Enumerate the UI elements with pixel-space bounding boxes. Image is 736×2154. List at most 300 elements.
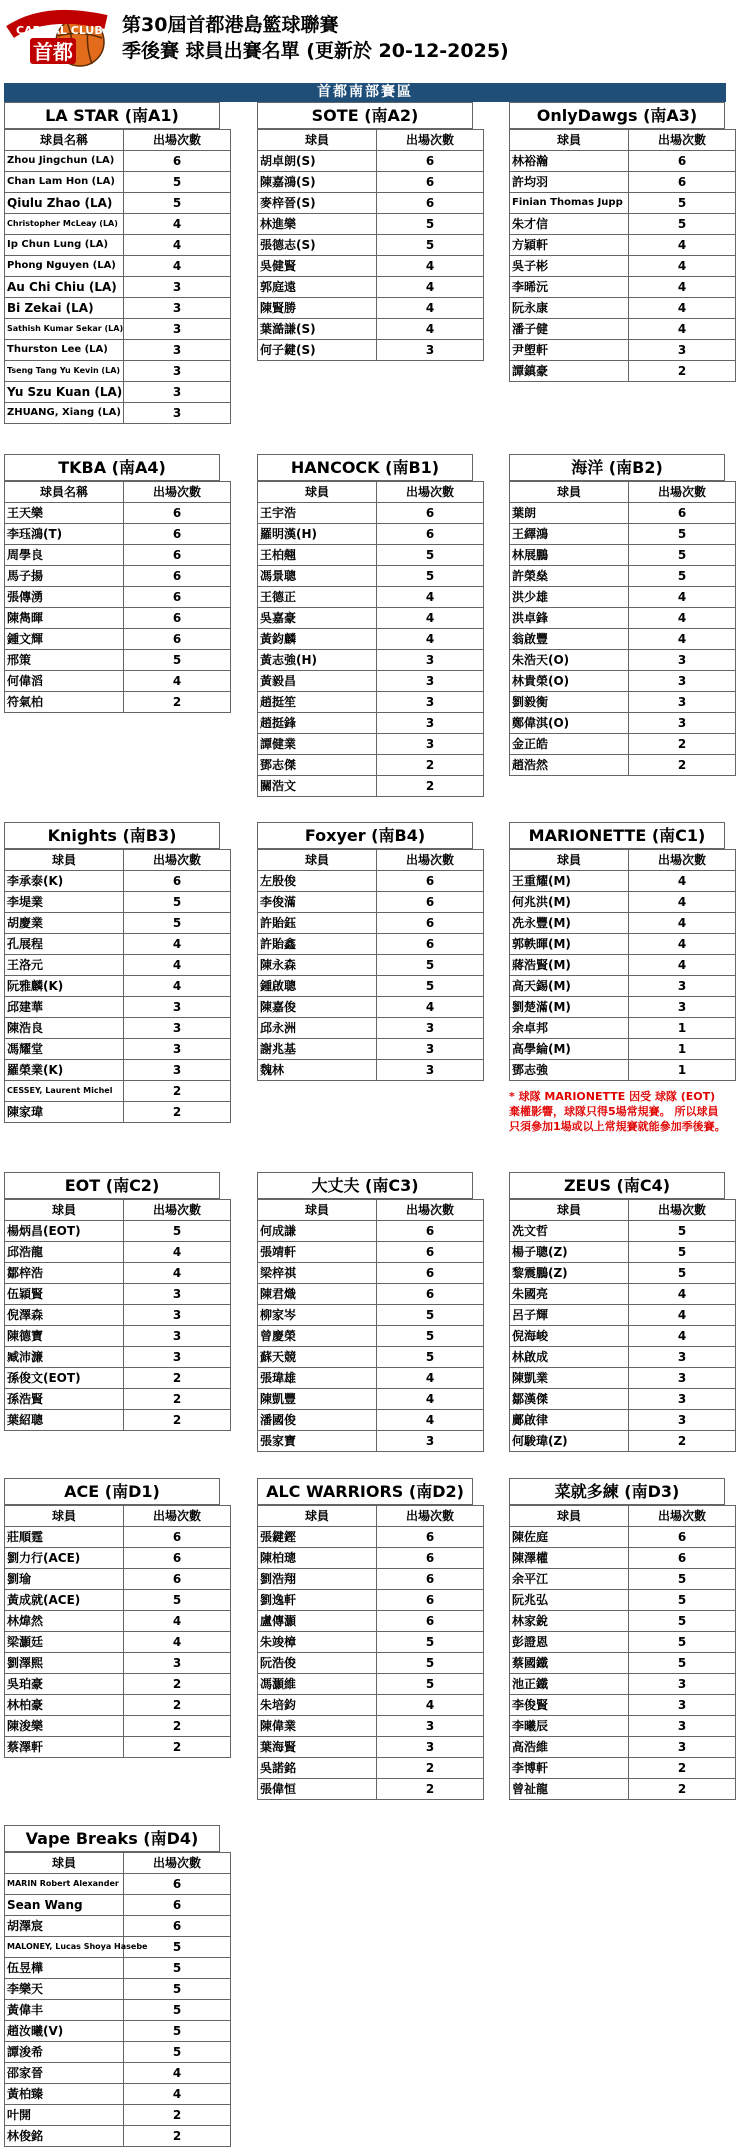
player-name: 吳珀豪 [5, 1674, 124, 1695]
player-name: 吳健賢 [258, 256, 377, 277]
appearance-count: 3 [124, 1653, 231, 1674]
table-row [258, 650, 484, 671]
table-row [5, 1937, 231, 1958]
title-block [122, 12, 509, 64]
team-name: 海洋 (南B2) [509, 454, 725, 481]
appearance-count: 4 [377, 256, 484, 277]
player-name: 魏林 [258, 1060, 377, 1081]
player-name: 朱竣樟 [258, 1632, 377, 1653]
table-row [510, 1263, 736, 1284]
appearance-count: 6 [377, 913, 484, 934]
player-name: 陳雋暉 [5, 608, 124, 629]
player-name: 孫俊文(EOT) [5, 1368, 124, 1389]
player-name: 臧沛濂 [5, 1347, 124, 1368]
player-name: 冼永豐(M) [510, 913, 629, 934]
table-row [5, 608, 231, 629]
player-name: 李曦辰 [510, 1716, 629, 1737]
table-row [510, 1716, 736, 1737]
player-name: 邱永洲 [258, 1018, 377, 1039]
player-name: 馮景聰 [258, 566, 377, 587]
team-table [4, 102, 220, 424]
appearance-count: 6 [377, 871, 484, 892]
appearance-count: 2 [124, 1695, 231, 1716]
player-name: 陳浩良 [5, 1018, 124, 1039]
table-row [258, 913, 484, 934]
table-row [5, 934, 231, 955]
player-name: 潘國俊 [258, 1410, 377, 1431]
player-name: Qiulu Zhao (LA) [5, 193, 124, 214]
player-name: 黃毅昌 [258, 671, 377, 692]
player-name: CESSEY, Laurent Michel [5, 1081, 124, 1102]
appearance-count: 5 [377, 214, 484, 235]
player-name: 梁灝廷 [5, 1632, 124, 1653]
player-name: 譚浚希 [5, 2042, 124, 2063]
table-row [258, 503, 484, 524]
appearance-count: 5 [629, 1590, 736, 1611]
appearance-count: 5 [124, 1937, 231, 1958]
table-row [258, 214, 484, 235]
player-name: 何駿瑋(Z) [510, 1431, 629, 1452]
player-name: Phong Nguyen (LA) [5, 256, 124, 277]
table-row [5, 1060, 231, 1081]
appearance-count: 5 [629, 1221, 736, 1242]
appearance-count: 3 [629, 1368, 736, 1389]
table-row [510, 1758, 736, 1779]
table-row [510, 1284, 736, 1305]
player-name: 許榮燊 [510, 566, 629, 587]
table-row [5, 1716, 231, 1737]
table-row [5, 1737, 231, 1758]
table-row [258, 1410, 484, 1431]
player-name: 胡澤宸 [5, 1916, 124, 1937]
table-row [5, 545, 231, 566]
table-row [258, 1527, 484, 1548]
team-table [4, 1478, 220, 1758]
player-name: 陳凱業 [510, 1368, 629, 1389]
table-row [510, 1653, 736, 1674]
roster-table [257, 1505, 484, 1800]
appearance-count: 5 [377, 1632, 484, 1653]
table-row [5, 193, 231, 214]
table-header-row [258, 1200, 484, 1221]
appearance-count: 5 [124, 193, 231, 214]
appearance-count: 5 [629, 1611, 736, 1632]
player-name: 阮雅麟(K) [5, 976, 124, 997]
appearance-count: 2 [377, 1779, 484, 1800]
table-row [5, 692, 231, 713]
appearance-count: 5 [629, 524, 736, 545]
appearance-count: 6 [124, 1874, 231, 1895]
player-name: MARIN Robert Alexander [5, 1874, 124, 1895]
roster-table [509, 129, 736, 382]
appearance-count: 3 [629, 1737, 736, 1758]
table-row [5, 1979, 231, 2000]
table-row [510, 755, 736, 776]
appearance-count: 6 [377, 1611, 484, 1632]
marionette-note: * 球隊 MARIONETTE 因受 球隊 (EOT) 棄權影響，球隊只得5場常規賽。 所以球員只須參加1場或以上常規賽就能參加季後賽。 [509, 1090, 726, 1133]
player-name: Yu Szu Kuan (LA) [5, 382, 124, 403]
table-row [5, 1263, 231, 1284]
appearance-count: 3 [377, 1431, 484, 1452]
table-row [5, 319, 231, 340]
player-name: 郭庭遠 [258, 277, 377, 298]
appearance-count: 6 [377, 1263, 484, 1284]
team-name: 菜就多練 (南D3) [509, 1478, 725, 1505]
appearance-count: 3 [124, 1305, 231, 1326]
team-name: MARIONETTE (南C1) [509, 822, 725, 849]
team-name: TKBA (南A4) [4, 454, 220, 481]
table-row [258, 1758, 484, 1779]
player-name: 王洛元 [5, 955, 124, 976]
player-name: 胡慶業 [5, 913, 124, 934]
appearance-count: 6 [377, 193, 484, 214]
team-name: ZEUS (南C4) [509, 1172, 725, 1199]
appearance-count: 4 [377, 277, 484, 298]
table-row [510, 1632, 736, 1653]
player-name: 王重耀(M) [510, 871, 629, 892]
table-row [5, 1527, 231, 1548]
table-row [510, 545, 736, 566]
player-name: 劉力行(ACE) [5, 1548, 124, 1569]
appearance-count: 1 [629, 1018, 736, 1039]
appearance-count: 6 [629, 1548, 736, 1569]
appearance-count: 5 [124, 913, 231, 934]
appearance-count: 4 [377, 1368, 484, 1389]
player-name: 王宇浩 [258, 503, 377, 524]
appearance-count: 4 [377, 629, 484, 650]
player-name: MALONEY, Lucas Shoya Hasebe [5, 1937, 124, 1958]
player-column-header: 球員名稱 [5, 482, 124, 503]
table-row [258, 1060, 484, 1081]
roster-table [257, 481, 484, 797]
appearance-count: 3 [629, 340, 736, 361]
table-row [510, 1527, 736, 1548]
table-row [258, 319, 484, 340]
table-row [5, 955, 231, 976]
team-name: OnlyDawgs (南A3) [509, 102, 725, 129]
appearances-column-header: 出場次數 [377, 850, 484, 871]
appearances-column-header: 出場次數 [377, 130, 484, 151]
player-name: 翁啟豐 [510, 629, 629, 650]
player-name: 林俊銘 [5, 2126, 124, 2147]
player-name: 張瑋雄 [258, 1368, 377, 1389]
appearance-count: 3 [124, 1018, 231, 1039]
table-row [5, 892, 231, 913]
appearance-count: 3 [629, 650, 736, 671]
team-name: Vape Breaks (南D4) [4, 1825, 220, 1852]
player-name: 邵家晉 [5, 2063, 124, 2084]
table-row [258, 892, 484, 913]
player-name: 葉朗 [510, 503, 629, 524]
player-column-header: 球員 [510, 1200, 629, 1221]
appearance-count: 2 [124, 1081, 231, 1102]
table-row [258, 1779, 484, 1800]
player-name: Thurston Lee (LA) [5, 340, 124, 361]
table-row [510, 524, 736, 545]
table-row [258, 1221, 484, 1242]
player-name: 張偉恒 [258, 1779, 377, 1800]
player-name: 王天樂 [5, 503, 124, 524]
team-table [257, 1478, 473, 1800]
player-name: 鄭偉淇(O) [510, 713, 629, 734]
appearance-count: 2 [124, 1368, 231, 1389]
table-row [258, 1305, 484, 1326]
appearance-count: 3 [629, 692, 736, 713]
table-row [258, 235, 484, 256]
table-header-row [510, 850, 736, 871]
appearance-count: 4 [377, 608, 484, 629]
player-name: 陳嘉鴻(S) [258, 172, 377, 193]
appearances-column-header: 出場次數 [124, 1200, 231, 1221]
team-name: LA STAR (南A1) [4, 102, 220, 129]
player-name: 李俊賢 [510, 1695, 629, 1716]
appearance-count: 2 [124, 1102, 231, 1123]
page-subtitle: 季後賽 球員出賽名單 (更新於 20-12-2025) [122, 40, 509, 62]
table-row [258, 1431, 484, 1452]
appearance-count: 4 [124, 1632, 231, 1653]
table-row [5, 1916, 231, 1937]
player-name: 朱國亮 [510, 1284, 629, 1305]
player-name: 趙挺笙 [258, 692, 377, 713]
player-name: Sean Wang [5, 1895, 124, 1916]
table-row [5, 1895, 231, 1916]
appearance-count: 3 [377, 1018, 484, 1039]
appearances-column-header: 出場次數 [629, 1200, 736, 1221]
table-row [510, 1221, 736, 1242]
roster-table [4, 481, 231, 713]
table-row [5, 1018, 231, 1039]
player-name: 蔡澤軒 [5, 1737, 124, 1758]
player-name: 趙挺鋒 [258, 713, 377, 734]
appearance-count: 3 [124, 382, 231, 403]
table-row [258, 1716, 484, 1737]
appearance-count: 2 [124, 1716, 231, 1737]
team-table [4, 454, 220, 713]
appearances-column-header: 出場次數 [124, 1853, 231, 1874]
team-table [509, 822, 725, 1081]
table-row [258, 1263, 484, 1284]
appearance-count: 3 [377, 734, 484, 755]
appearance-count: 4 [629, 1305, 736, 1326]
table-row [5, 629, 231, 650]
team-name: EOT (南C2) [4, 1172, 220, 1199]
table-row [5, 1326, 231, 1347]
player-name: 胡卓朗(S) [258, 151, 377, 172]
table-row [510, 566, 736, 587]
appearance-count: 5 [629, 566, 736, 587]
appearance-count: 1 [629, 1060, 736, 1081]
table-row [258, 671, 484, 692]
team-table [257, 102, 473, 361]
appearance-count: 5 [629, 545, 736, 566]
roster-table [509, 1505, 736, 1800]
appearance-count: 5 [629, 1242, 736, 1263]
player-name: 李俊滿 [258, 892, 377, 913]
appearances-column-header: 出場次數 [629, 850, 736, 871]
appearances-column-header: 出場次數 [377, 482, 484, 503]
appearance-count: 3 [124, 1347, 231, 1368]
table-row [510, 1737, 736, 1758]
table-row [5, 1368, 231, 1389]
logo-text-main: 首都 [33, 40, 73, 64]
roster-table [4, 849, 231, 1123]
player-name: 陳嘉俊 [258, 997, 377, 1018]
table-row [510, 871, 736, 892]
appearance-count: 6 [124, 503, 231, 524]
player-name: 伍穎賢 [5, 1284, 124, 1305]
player-column-header: 球員 [5, 1506, 124, 1527]
player-name: 謝兆基 [258, 1039, 377, 1060]
table-row [5, 1632, 231, 1653]
player-name: 馮耀堂 [5, 1039, 124, 1060]
player-column-header: 球員 [258, 482, 377, 503]
appearance-count: 2 [124, 692, 231, 713]
table-row [510, 934, 736, 955]
appearance-count: 2 [629, 1758, 736, 1779]
table-row [258, 713, 484, 734]
team-name: HANCOCK (南B1) [257, 454, 473, 481]
player-name: 盧傳灝 [258, 1611, 377, 1632]
player-name: 葉澔謙(S) [258, 319, 377, 340]
player-name: 蔣浩賢(M) [510, 955, 629, 976]
table-row [510, 1779, 736, 1800]
roster-table [257, 849, 484, 1081]
appearance-count: 5 [124, 1979, 231, 2000]
player-name: 羅榮業(K) [5, 1060, 124, 1081]
appearance-count: 3 [629, 1695, 736, 1716]
player-name: 邢策 [5, 650, 124, 671]
table-row [258, 566, 484, 587]
player-name: 李堤業 [5, 892, 124, 913]
table-row [510, 319, 736, 340]
appearance-count: 5 [377, 1674, 484, 1695]
team-table [257, 822, 473, 1081]
appearance-count: 6 [377, 1284, 484, 1305]
player-name: 張傳湧 [5, 587, 124, 608]
table-row [5, 2021, 231, 2042]
appearance-count: 6 [377, 1221, 484, 1242]
team-name: ACE (南D1) [4, 1478, 220, 1505]
table-header-row [5, 1506, 231, 1527]
table-row [258, 1611, 484, 1632]
player-name: 孔展程 [5, 934, 124, 955]
player-name: 高學綸(M) [510, 1039, 629, 1060]
team-table [257, 1172, 473, 1452]
player-name: 譚鎮豪 [510, 361, 629, 382]
table-row [258, 1389, 484, 1410]
appearance-count: 6 [629, 151, 736, 172]
appearance-count: 3 [124, 1039, 231, 1060]
player-name: 張鍵鏗 [258, 1527, 377, 1548]
logo-text-top: CAPITAL CLUB [16, 24, 103, 37]
player-name: 麥梓晉(S) [258, 193, 377, 214]
table-row [510, 340, 736, 361]
appearance-count: 6 [124, 608, 231, 629]
player-name: 倪海峻 [510, 1326, 629, 1347]
table-row [5, 298, 231, 319]
player-name: 關浩文 [258, 776, 377, 797]
table-row [5, 1284, 231, 1305]
player-column-header: 球員 [258, 1506, 377, 1527]
appearances-column-header: 出場次數 [124, 850, 231, 871]
table-row [5, 2063, 231, 2084]
appearance-count: 4 [629, 298, 736, 319]
table-row [258, 298, 484, 319]
region-banner: 首都南部賽區 [4, 83, 726, 102]
player-name: 朱浩天(O) [510, 650, 629, 671]
player-name: 葉紹聰 [5, 1410, 124, 1431]
player-column-header: 球員 [510, 850, 629, 871]
appearances-column-header: 出場次數 [124, 130, 231, 151]
player-name: 王德正 [258, 587, 377, 608]
appearance-count: 3 [377, 1737, 484, 1758]
appearance-count: 3 [124, 361, 231, 382]
table-row [5, 214, 231, 235]
player-name: 周學良 [5, 545, 124, 566]
player-name: 高浩維 [510, 1737, 629, 1758]
team-table [509, 454, 725, 776]
appearance-count: 6 [124, 524, 231, 545]
appearance-count: 4 [377, 319, 484, 340]
appearance-count: 3 [124, 298, 231, 319]
table-row [510, 892, 736, 913]
appearance-count: 4 [377, 1389, 484, 1410]
player-name: Finian Thomas Jupp [510, 193, 629, 214]
appearance-count: 6 [377, 151, 484, 172]
player-name: 朱才信 [510, 214, 629, 235]
table-row [258, 172, 484, 193]
player-name: 孫浩賢 [5, 1389, 124, 1410]
player-name: 叶開 [5, 2105, 124, 2126]
player-name: 朱培鈞 [258, 1695, 377, 1716]
player-column-header: 球員 [258, 1200, 377, 1221]
appearance-count: 5 [124, 892, 231, 913]
table-header-row [258, 130, 484, 151]
appearances-column-header: 出場次數 [124, 482, 231, 503]
table-row [258, 193, 484, 214]
player-name: 邱建華 [5, 997, 124, 1018]
player-name: 余卓邦 [510, 1018, 629, 1039]
table-row [510, 1368, 736, 1389]
appearance-count: 4 [629, 1284, 736, 1305]
table-header-row [258, 850, 484, 871]
table-row [510, 1590, 736, 1611]
appearance-count: 6 [629, 503, 736, 524]
player-name: 蔡國鐵 [510, 1653, 629, 1674]
table-row [510, 1326, 736, 1347]
player-name: 許均羽 [510, 172, 629, 193]
table-row [5, 1653, 231, 1674]
table-row [5, 403, 231, 424]
appearance-count: 4 [377, 997, 484, 1018]
appearance-count: 5 [124, 2042, 231, 2063]
appearance-count: 4 [377, 1695, 484, 1716]
player-name: 張家寶 [258, 1431, 377, 1452]
table-row [5, 340, 231, 361]
player-name: 柳家岑 [258, 1305, 377, 1326]
table-row [258, 692, 484, 713]
table-row [5, 1102, 231, 1123]
table-row [258, 1695, 484, 1716]
appearance-count: 3 [377, 650, 484, 671]
table-row [5, 1221, 231, 1242]
appearances-column-header: 出場次數 [629, 130, 736, 151]
table-header-row [5, 482, 231, 503]
player-name: 陳德寶 [5, 1326, 124, 1347]
table-row [5, 1874, 231, 1895]
appearance-count: 5 [377, 955, 484, 976]
appearance-count: 4 [629, 277, 736, 298]
